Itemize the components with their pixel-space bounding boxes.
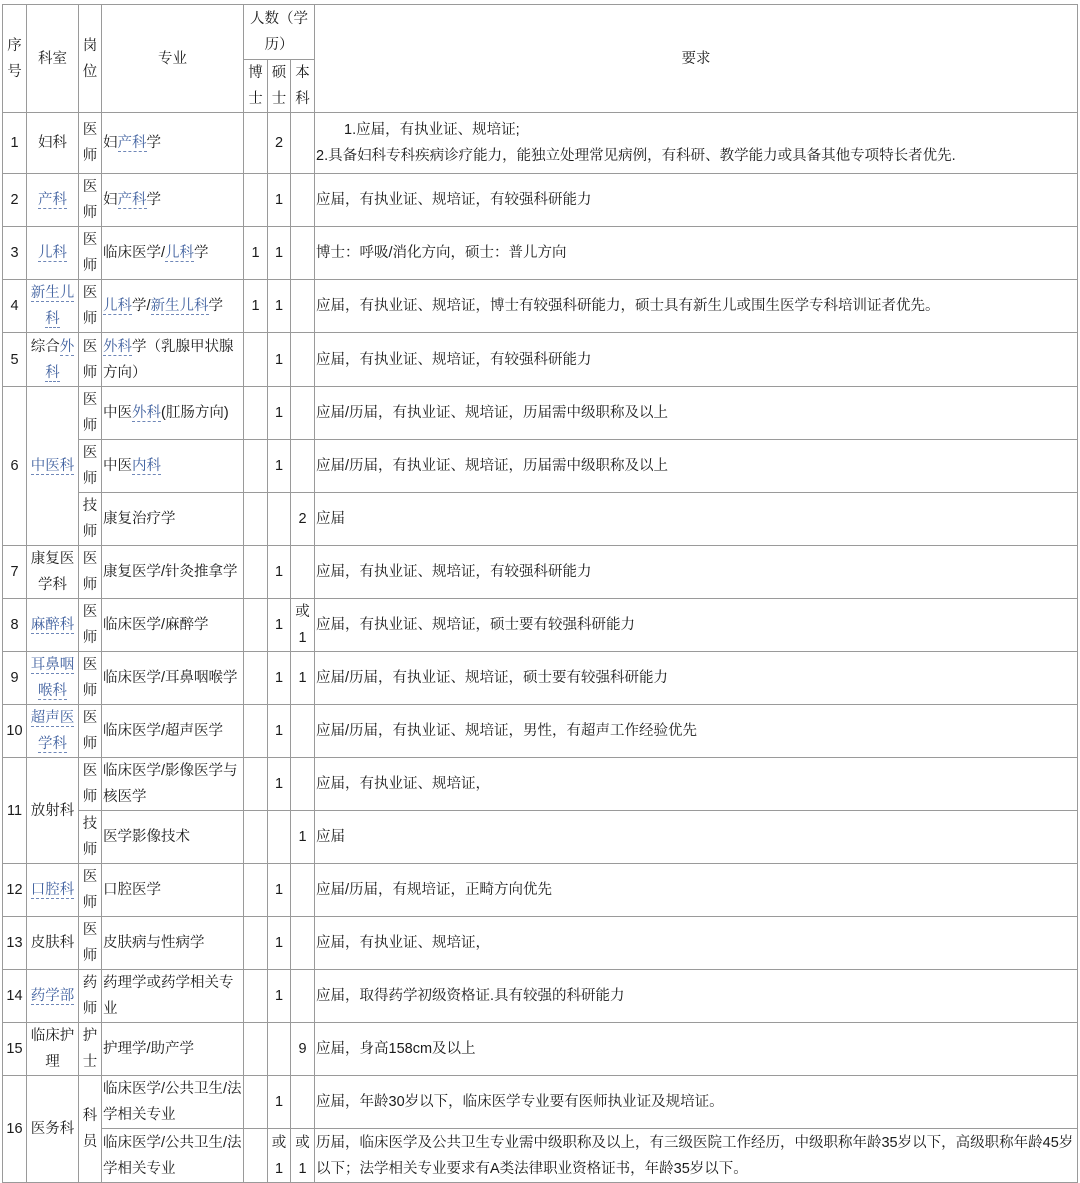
table-row: [3, 970, 1078, 1023]
keyword-link[interactable]: 超声医学科: [30, 710, 75, 752]
row-post: 医师: [79, 546, 102, 599]
major-text: 中医: [103, 405, 132, 421]
row-bachelor: [291, 174, 315, 227]
row-major: 康复治疗学: [102, 493, 244, 546]
row-phd: 1: [244, 227, 268, 280]
header-seq: 序号: [3, 5, 27, 113]
major-text: 妇: [103, 192, 118, 208]
row-seq: 15: [3, 1023, 27, 1076]
row-major: 临床医学/耳鼻咽喉学: [102, 652, 244, 705]
row-master: 1: [268, 652, 291, 705]
table-row: [3, 1076, 1078, 1129]
row-post: 医师: [79, 113, 102, 174]
keyword-link[interactable]: 产科: [117, 135, 147, 151]
row-seq: 14: [3, 970, 27, 1023]
row-dept: [27, 387, 79, 546]
table-row: [3, 387, 1078, 440]
row-post: 医师: [79, 387, 102, 440]
row-bachelor: [291, 440, 315, 493]
row-bachelor: [291, 864, 315, 917]
row-bachelor: [291, 1076, 315, 1129]
row-dept: 妇科: [27, 113, 79, 174]
row-phd: [244, 493, 268, 546]
row-dept: 皮肤科: [27, 917, 79, 970]
row-requirements: 应届，有执业证、规培证，硕士要有较强科研能力: [315, 599, 1078, 652]
row-post: 医师: [79, 652, 102, 705]
row-requirements: 应届/历届，有规培证，正畸方向优先: [315, 864, 1078, 917]
row-major: 临床医学/麻醉学: [102, 599, 244, 652]
row-bachelor: 或1: [291, 599, 315, 652]
row-seq: 6: [3, 387, 27, 546]
row-dept: 临床护理: [27, 1023, 79, 1076]
row-dept: 医务科: [27, 1076, 79, 1183]
keyword-link[interactable]: 外科: [45, 338, 75, 381]
row-seq: 5: [3, 333, 27, 387]
row-major: [102, 440, 244, 493]
row-master: [268, 493, 291, 546]
row-phd: 1: [244, 280, 268, 333]
row-bachelor: [291, 705, 315, 758]
row-phd: [244, 917, 268, 970]
row-post: 医师: [79, 758, 102, 811]
table-row: [3, 333, 1078, 387]
row-requirements: 应届: [315, 493, 1078, 546]
header-bachelor: 本科: [291, 60, 315, 113]
row-post: 医师: [79, 280, 102, 333]
major-text: 学: [146, 192, 161, 208]
major-text: 中医: [103, 458, 132, 474]
row-master: 1: [268, 970, 291, 1023]
row-seq: 7: [3, 546, 27, 599]
row-requirements: 应届，有执业证、规培证，: [315, 758, 1078, 811]
major-text: 学（乳腺甲状腺方向）: [103, 338, 234, 381]
row-requirements: 应届，有执业证、规培证，有较强科研能力: [315, 546, 1078, 599]
header-master: 硕士: [268, 60, 291, 113]
row-dept: [27, 227, 79, 280]
table-row: [3, 174, 1078, 227]
header-major: 专业: [102, 5, 244, 113]
keyword-link[interactable]: 新生儿科: [150, 298, 209, 314]
major-text: (肛肠方向): [161, 405, 229, 421]
row-master: 1: [268, 174, 291, 227]
major-text: 妇: [103, 135, 118, 151]
row-dept: [27, 970, 79, 1023]
row-major: 临床医学/超声医学: [102, 705, 244, 758]
row-post: 药师: [79, 970, 102, 1023]
table-row: [3, 546, 1078, 599]
row-master: 1: [268, 440, 291, 493]
requirement-paragraph: 2.具备妇科专科疾病诊疗能力，能独立处理常见病例，有科研、教学能力或具备其他专项特长者优先.: [316, 148, 956, 164]
row-requirements: 应届，有执业证、规培证，有较强科研能力: [315, 174, 1078, 227]
row-master: 1: [268, 387, 291, 440]
row-post: 技师: [79, 493, 102, 546]
row-dept: [27, 599, 79, 652]
row-phd: [244, 970, 268, 1023]
table-row: [3, 440, 1078, 493]
row-phd: [244, 811, 268, 864]
row-requirements: [315, 113, 1078, 174]
row-master: [268, 1023, 291, 1076]
row-master: 1: [268, 705, 291, 758]
major-text: 学: [146, 135, 161, 151]
row-phd: [244, 705, 268, 758]
dept-text: 综合: [30, 338, 60, 355]
row-dept: [27, 333, 79, 387]
header-requirements: 要求: [315, 5, 1078, 113]
table-row: [3, 758, 1078, 811]
row-phd: [244, 113, 268, 174]
row-requirements: 应届/历届，有执业证、规培证，历届需中级职称及以上: [315, 387, 1078, 440]
row-major: 临床医学/影像医学与核医学: [102, 758, 244, 811]
row-post: 医师: [79, 333, 102, 387]
row-requirements: 应届/历届，有执业证、规培证，硕士要有较强科研能力: [315, 652, 1078, 705]
row-seq: 9: [3, 652, 27, 705]
row-master: 2: [268, 113, 291, 174]
row-major: 康复医学/针灸推拿学: [102, 546, 244, 599]
row-master: 1: [268, 599, 291, 652]
requirement-paragraph: 1.应届，有执业证、规培证;: [344, 122, 520, 138]
keyword-link[interactable]: 儿科: [38, 245, 67, 261]
row-master: 1: [268, 864, 291, 917]
row-bachelor: 或1: [291, 1129, 315, 1183]
row-major: [102, 280, 244, 333]
table-row: [3, 864, 1078, 917]
row-major: 护理学/助产学: [102, 1023, 244, 1076]
row-seq: 12: [3, 864, 27, 917]
table-row: [3, 1129, 1078, 1183]
row-post: 医师: [79, 705, 102, 758]
row-phd: [244, 333, 268, 387]
row-requirements: 应届，有执业证、规培证，: [315, 917, 1078, 970]
keyword-link[interactable]: 麻醉科: [30, 617, 75, 633]
table-row: [3, 227, 1078, 280]
row-phd: [244, 1076, 268, 1129]
row-major: [102, 227, 244, 280]
row-master: 1: [268, 280, 291, 333]
row-requirements: 应届，取得药学初级资格证.具有较强的科研能力: [315, 970, 1078, 1023]
row-dept: [27, 280, 79, 333]
row-master: 1: [268, 227, 291, 280]
table-row: [3, 705, 1078, 758]
row-major: [102, 387, 244, 440]
keyword-link[interactable]: 药学部: [30, 988, 75, 1004]
row-master: 1: [268, 333, 291, 387]
table-row: [3, 652, 1078, 705]
header-count: 人数（学历）: [244, 5, 315, 60]
row-phd: [244, 652, 268, 705]
row-bachelor: [291, 227, 315, 280]
row-bachelor: [291, 333, 315, 387]
row-post: 医师: [79, 440, 102, 493]
table-row: [3, 917, 1078, 970]
row-bachelor: [291, 917, 315, 970]
keyword-link[interactable]: 产科: [38, 192, 67, 208]
row-post: 技师: [79, 811, 102, 864]
row-phd: [244, 599, 268, 652]
row-master: 或1: [268, 1129, 291, 1183]
table-row: [3, 1023, 1078, 1076]
row-major: [102, 174, 244, 227]
header-post: 岗位: [79, 5, 102, 113]
row-phd: [244, 546, 268, 599]
table-row: [3, 811, 1078, 864]
row-major: 临床医学/公共卫生/法学相关专业: [102, 1129, 244, 1183]
row-bachelor: 1: [291, 811, 315, 864]
row-master: 1: [268, 758, 291, 811]
row-phd: [244, 387, 268, 440]
row-seq: 10: [3, 705, 27, 758]
row-phd: [244, 758, 268, 811]
row-phd: [244, 864, 268, 917]
row-seq: 11: [3, 758, 27, 864]
row-seq: 1: [3, 113, 27, 174]
row-major: 皮肤病与性病学: [102, 917, 244, 970]
row-bachelor: [291, 758, 315, 811]
row-dept: [27, 174, 79, 227]
table-row: [3, 113, 1078, 174]
row-phd: [244, 440, 268, 493]
row-seq: 8: [3, 599, 27, 652]
row-requirements: 应届，年龄30岁以下，临床医学专业要有医师执业证及规培证。: [315, 1076, 1078, 1129]
row-requirements: 应届，身高158cm及以上: [315, 1023, 1078, 1076]
keyword-link[interactable]: 耳鼻咽喉科: [30, 657, 75, 699]
row-requirements: 历届，临床医学及公共卫生专业需中级职称及以上，有三级医院工作经历，中级职称年龄35岁以下，高级职称年龄45岁以下；法学相关专业要求有A类法律职业资格证书，年龄35岁以下。: [315, 1129, 1078, 1183]
row-bachelor: [291, 970, 315, 1023]
row-requirements: 应届/历届，有执业证、规培证，男性，有超声工作经验优先: [315, 705, 1078, 758]
header-row-1: [3, 5, 1078, 60]
row-bachelor: 9: [291, 1023, 315, 1076]
row-major: 临床医学/公共卫生/法学相关专业: [102, 1076, 244, 1129]
row-post: 医师: [79, 864, 102, 917]
row-dept: [27, 864, 79, 917]
row-master: 1: [268, 1076, 291, 1129]
row-bachelor: [291, 387, 315, 440]
row-master: 1: [268, 917, 291, 970]
row-bachelor: [291, 113, 315, 174]
row-seq: 2: [3, 174, 27, 227]
row-post: 医师: [79, 599, 102, 652]
row-major: 医学影像技术: [102, 811, 244, 864]
row-post: 医师: [79, 917, 102, 970]
row-seq: 4: [3, 280, 27, 333]
row-post: 医师: [79, 227, 102, 280]
major-text: 学/: [132, 298, 151, 314]
header-phd: 博士: [244, 60, 268, 113]
recruitment-table: [2, 4, 1078, 1183]
row-bachelor: [291, 546, 315, 599]
keyword-link[interactable]: 内科: [132, 458, 161, 474]
header-dept: 科室: [27, 5, 79, 113]
row-bachelor: [291, 280, 315, 333]
row-phd: [244, 174, 268, 227]
row-post: 医师: [79, 174, 102, 227]
keyword-link[interactable]: 儿科: [165, 245, 195, 261]
keyword-link[interactable]: 新生儿科: [30, 285, 75, 327]
row-requirements: 应届/历届，有执业证、规培证，历届需中级职称及以上: [315, 440, 1078, 493]
row-post: 护士: [79, 1023, 102, 1076]
table-row: [3, 493, 1078, 546]
row-requirements: 应届，有执业证、规培证，博士有较强科研能力，硕士具有新生儿或围生医学专科培训证者优先。: [315, 280, 1078, 333]
row-major: 药理学或药学相关专业: [102, 970, 244, 1023]
row-seq: 13: [3, 917, 27, 970]
row-dept: [27, 705, 79, 758]
row-post: 科员: [79, 1076, 102, 1183]
row-major: [102, 113, 244, 174]
keyword-link[interactable]: 口腔科: [30, 882, 75, 898]
row-requirements: 应届，有执业证、规培证，有较强科研能力: [315, 333, 1078, 387]
row-master: 1: [268, 546, 291, 599]
keyword-link[interactable]: 中医科: [30, 458, 75, 474]
row-requirements: 博士：呼吸/消化方向，硕士：普儿方向: [315, 227, 1078, 280]
keyword-link[interactable]: 外科: [132, 405, 161, 421]
keyword-link[interactable]: 外科: [103, 338, 132, 355]
major-text: 临床医学/: [103, 245, 166, 261]
row-dept: 康复医学科: [27, 546, 79, 599]
row-major: 口腔医学: [102, 864, 244, 917]
table-row: [3, 599, 1078, 652]
row-dept: 放射科: [27, 758, 79, 864]
row-bachelor: 2: [291, 493, 315, 546]
row-requirements: 应届: [315, 811, 1078, 864]
major-text: 学: [208, 298, 224, 314]
row-phd: [244, 1129, 268, 1183]
row-seq: 3: [3, 227, 27, 280]
major-text: 学: [194, 245, 209, 261]
row-bachelor: 1: [291, 652, 315, 705]
row-major: [102, 333, 244, 387]
row-dept: [27, 652, 79, 705]
row-seq: 16: [3, 1076, 27, 1183]
row-phd: [244, 1023, 268, 1076]
table-row: [3, 280, 1078, 333]
row-master: [268, 811, 291, 864]
keyword-link[interactable]: 儿科: [103, 298, 132, 314]
keyword-link[interactable]: 产科: [117, 192, 147, 208]
